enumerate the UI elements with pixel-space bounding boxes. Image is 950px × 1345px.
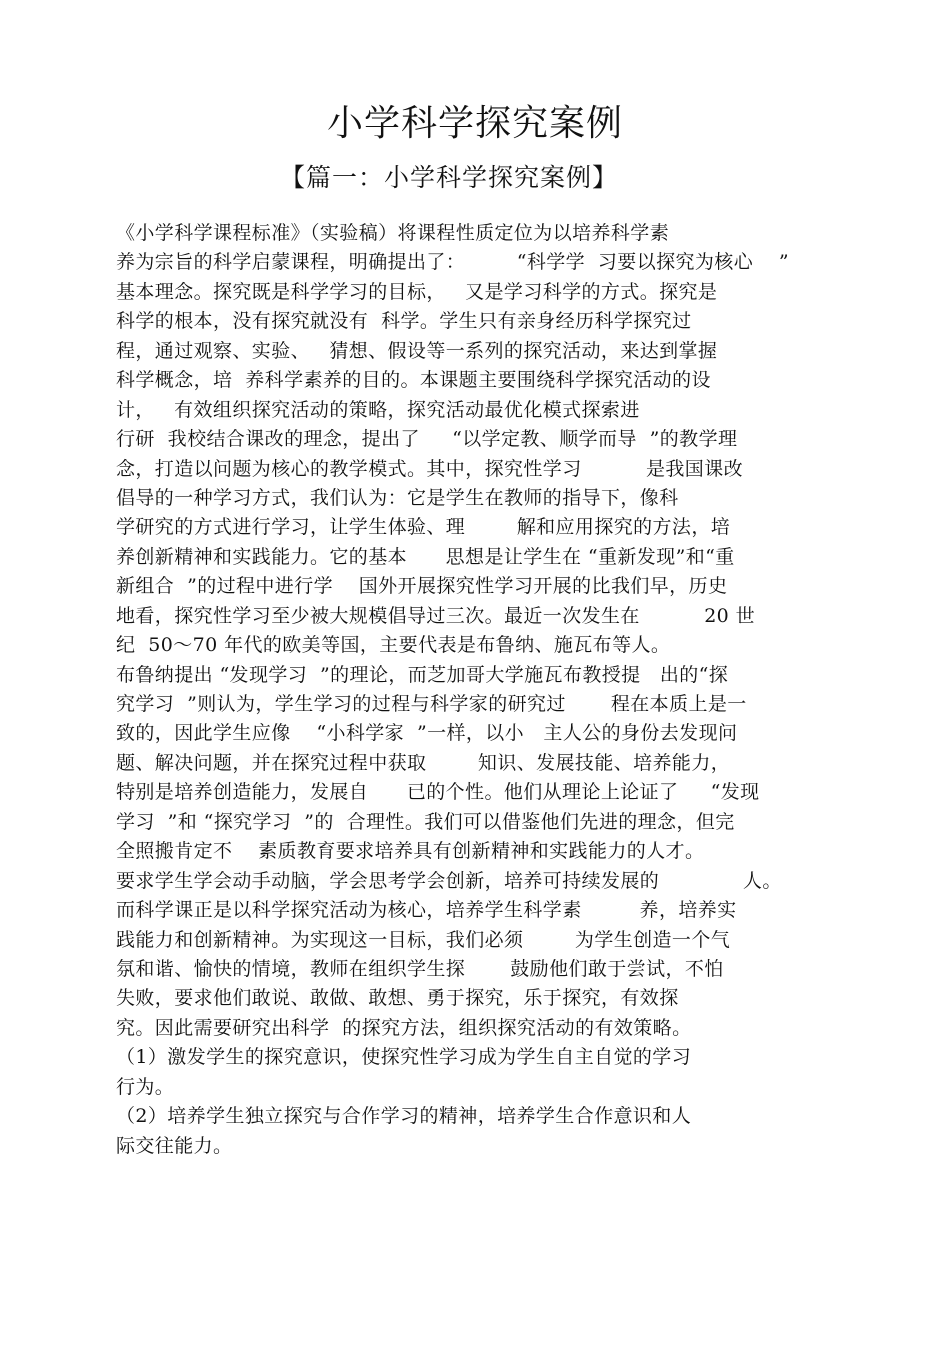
text-line: 程，通过观察、实验、 猜想、假设等一系列的探究活动，来达到掌握 xyxy=(116,339,718,362)
text-line: 特别是培养创造能力，发展自 已的个性。他们从理论上论证了 “发现 xyxy=(116,781,760,804)
text-line: 致的，因此学生应像 “小科学家 ”一样，以小 主人公的身份去发现问 xyxy=(116,722,738,745)
text-line: 布鲁纳提出 “发现学习 ”的理论，而芝加哥大学施瓦布教授提 出的“探 xyxy=(116,663,729,686)
text-line: 地看，探究性学习至少被大规模倡导过三次。最近一次发生在 20 世 xyxy=(116,604,756,627)
text-line: 全照搬肯定不 素质教育要求培养具有创新精神和实践能力的人才。 xyxy=(116,840,705,863)
text-line: 学习 ”和 “探究学习 ”的 合理性。我们可以借鉴他们先进的理念，但完 xyxy=(116,810,735,833)
document-subtitle: 【篇一：小学科学探究案例】 xyxy=(280,163,619,192)
document-body xyxy=(116,219,916,1161)
text-line: 究学习 ”则认为，学生学习的过程与科学家的研究过 程在本质上是一 xyxy=(116,693,747,715)
text-line: 际交往能力。 xyxy=(116,1134,233,1157)
text-line: 科学概念，培 养科学素养的目的。本课题主要围绕科学探究活动的设 xyxy=(116,369,711,392)
text-line: 学研究的方式进行学习，让学生体验、理 解和应用探究的方法，培 xyxy=(116,516,731,539)
text-line: 新组合 ”的过程中进行学 国外开展探究性学习开展的比我们早，历史 xyxy=(116,575,728,598)
text-line: 而科学课正是以科学探究活动为核心，培养学生科学素 养，培养实 xyxy=(116,899,737,922)
text-line: 倡导的一种学习方式，我们认为：它是学生在教师的指导下，像科 xyxy=(116,486,679,509)
text-line: （1）激发学生的探究意识，使探究性学习成为学生自主自觉的学习 xyxy=(116,1046,692,1069)
text-line: 究。因此需要研究出科学 的探究方法，组织探究活动的有效策略。 xyxy=(116,1016,692,1039)
text-line: 行为。 xyxy=(116,1075,175,1098)
text-line: 基本理念。探究既是科学学习的目标， 又是学习科学的方式。探究是 xyxy=(116,280,718,303)
text-line: 《小学科学课程标准》（实验稿）将课程性质定位为以培养科学素 xyxy=(116,222,670,244)
text-line: 计， 有效组织探究活动的策略，探究活动最优化模式探索进 xyxy=(116,398,640,421)
text-line: 养为宗旨的科学启蒙课程，明确提出了： “科学学 习要以探究为核心 ” xyxy=(116,251,789,274)
text-line: （2）培养学生独立探究与合作学习的精神，培养学生合作意识和人 xyxy=(116,1105,692,1128)
text-line: 行研 我校结合课改的理念，提出了 “以学定教、顺学而导 ”的教学理 xyxy=(116,428,738,451)
text-line: 要求学生学会动手动脑，学会思考学会创新，培养可持续发展的 人。 xyxy=(116,869,782,892)
text-line: 念，打造以问题为核心的教学模式。其中，探究性学习 是我国课改 xyxy=(116,457,743,480)
text-line: 科学的根本，没有探究就没有 科学。学生只有亲身经历科学探究过 xyxy=(116,310,692,333)
text-line: 养创新精神和实践能力。它的基本 思想是让学生在 “重新发现”和“重 xyxy=(116,545,735,568)
text-line: 题、解决问题，并在探究过程中获取 知识、发展技能、培养能力， xyxy=(116,751,731,774)
text-line: 纪 50～70 年代的欧美等国，主要代表是布鲁纳、施瓦布等人。 xyxy=(116,634,671,657)
text-line: 失败，要求他们敢说、敢做、敢想、勇于探究，乐于探究，有效探 xyxy=(116,987,679,1010)
text-line: 氛和谐、愉快的情境，教师在组织学生探 鼓励他们敢于尝试，不怕 xyxy=(116,957,724,980)
document-title: 小学科学探究案例 xyxy=(326,103,623,144)
text-line: 践能力和创新精神。为实现这一目标，我们必须 为学生创造一个气 xyxy=(116,928,731,951)
